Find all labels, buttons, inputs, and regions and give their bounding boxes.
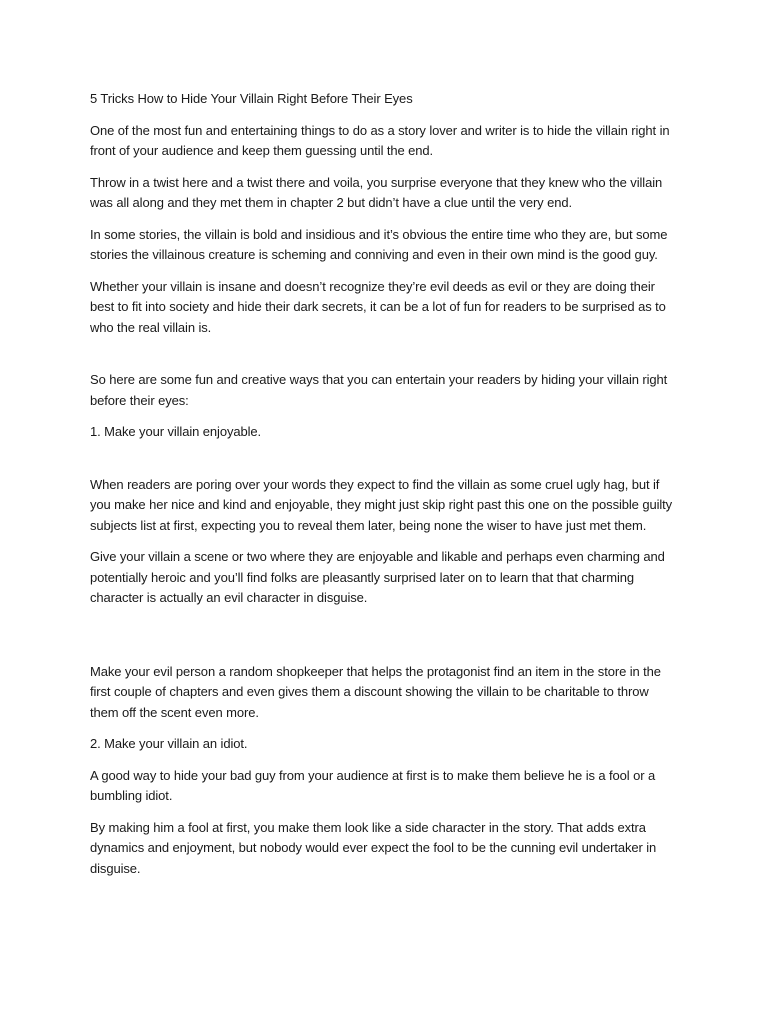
intro-paragraph-4: Whether your villain is insane and doesn’t recognize they’re evil deeds as evil or they are doing their best to fit into society and hide their dark secrets, it can be a lot of fun for readers to be surprised as to who the real villain is.: [90, 278, 666, 335]
document-page: [90, 89, 680, 890]
blank-lines: [90, 620, 680, 662]
intro-paragraph-1: One of the most fun and entertaining things to do as a story lover and writer is to hide the villain right in front of your audience and keep them guessing until the end.: [90, 122, 670, 158]
blank-line: [90, 454, 680, 475]
intro-paragraph-3: In some stories, the villain is bold and insidious and it’s obvious the entire time who they are, but some stories the villainous creature is scheming and conniving and even in their own mind is the good guy.: [90, 226, 668, 262]
section-heading-2: 2. Make your villain an idiot.: [90, 736, 248, 751]
section-heading-1: 1. Make your villain enjoyable.: [90, 424, 262, 439]
section-1-paragraph-2: Give your villain a scene or two where they are enjoyable and likable and perhaps even charming and potentially heroic and you’ll find folks are pleasantly surprised later on to learn that that charming character is actually an evil character in disguise.: [90, 549, 665, 605]
lead-in-paragraph: So here are some fun and creative ways that you can entertain your readers by hiding your villain right before their eyes:: [90, 372, 668, 408]
document-title: 5 Tricks How to Hide Your Villain Right Before Their Eyes: [90, 91, 413, 106]
section-1-paragraph-1: When readers are poring over your words they expect to find the villain as some cruel ugly hag, but if you make her nice and kind and enjoyable, they might just skip right past this one on the possible guilty subjects list at first, expecting you to reveal them later, being none the wiser to have just met them.: [90, 476, 673, 533]
section-1-paragraph-3: Make your evil person a random shopkeeper that helps the protagonist find an item in the store in the first couple of chapters and even gives them a discount showing the villain to be charitable to throw them off the scent even more.: [90, 663, 661, 720]
section-2-paragraph-1: A good way to hide your bad guy from your audience at first is to make them believe he is a fool or a bumbling idiot.: [90, 767, 656, 803]
section-2-paragraph-2: By making him a fool at first, you make them look like a side character in the story. That adds extra dynamics and enjoyment, but nobody would ever expect the fool to be the cunning evil undertaker in disguise.: [90, 819, 657, 876]
intro-paragraph-2: Throw in a twist here and a twist there and voila, you surprise everyone that they knew who the villain was all along and they met them in chapter 2 but didn’t have a clue until the very end.: [90, 174, 663, 210]
blank-line: [90, 349, 680, 370]
